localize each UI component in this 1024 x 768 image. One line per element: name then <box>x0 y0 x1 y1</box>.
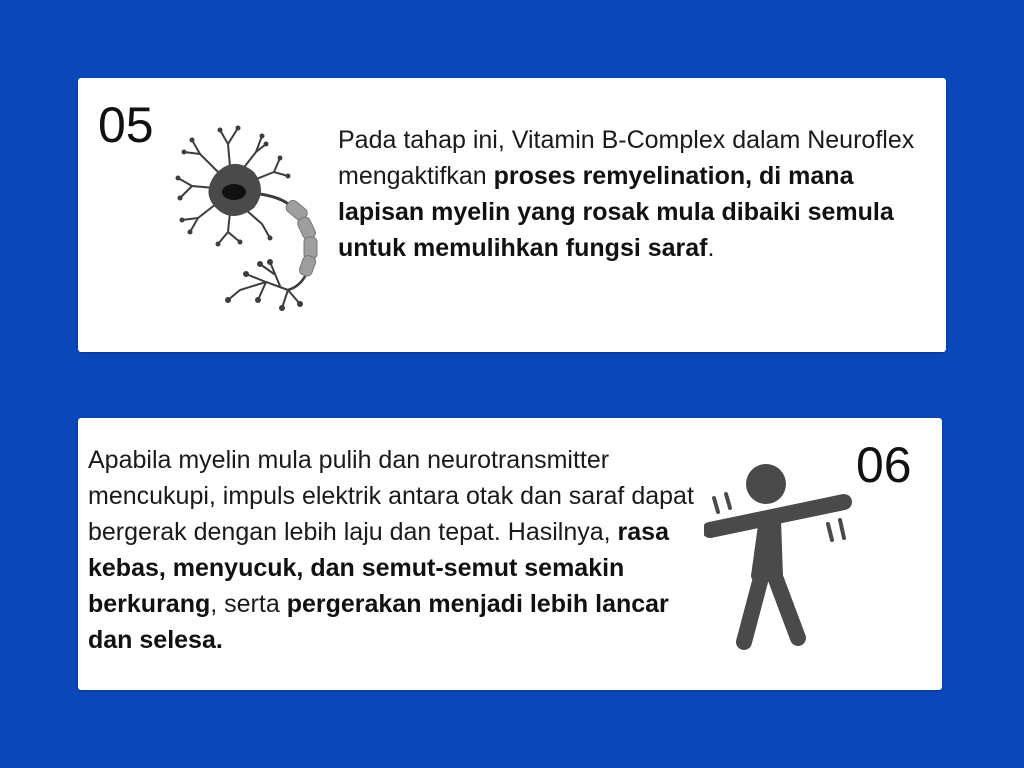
description-text: Apabila myelin mula pulih dan neurotransmitter mencukupi, impuls elektrik antara otak dan saraf dapat bergerak dengan lebih laju dan tepat. Hasilnya, <box>88 446 694 546</box>
step-card-05 <box>78 78 946 352</box>
step-number: 06 <box>856 437 912 493</box>
step-card-06 <box>78 418 942 690</box>
description-bold-1: rasa kebas, menyucuk, dan semut-semut semakin berkurang <box>88 518 669 618</box>
description-end: . <box>707 234 715 262</box>
moving-person-icon <box>704 458 854 658</box>
description-bold: proses remyelination, di mana lapisan myelin yang rosak mula dibaiki semula untuk memulihkan fungsi saraf <box>338 162 894 262</box>
description-text-2: , serta <box>210 590 287 618</box>
description-text: Pada tahap ini, Vitamin B-Complex dalam Neuroflex mengaktifkan <box>338 126 915 190</box>
neuron-icon <box>170 114 326 314</box>
step-number: 05 <box>98 97 154 153</box>
description-bold-2: pergerakan menjadi lebih lancar dan selesa. <box>88 590 669 654</box>
step-description <box>338 122 928 266</box>
step-description <box>88 442 713 658</box>
